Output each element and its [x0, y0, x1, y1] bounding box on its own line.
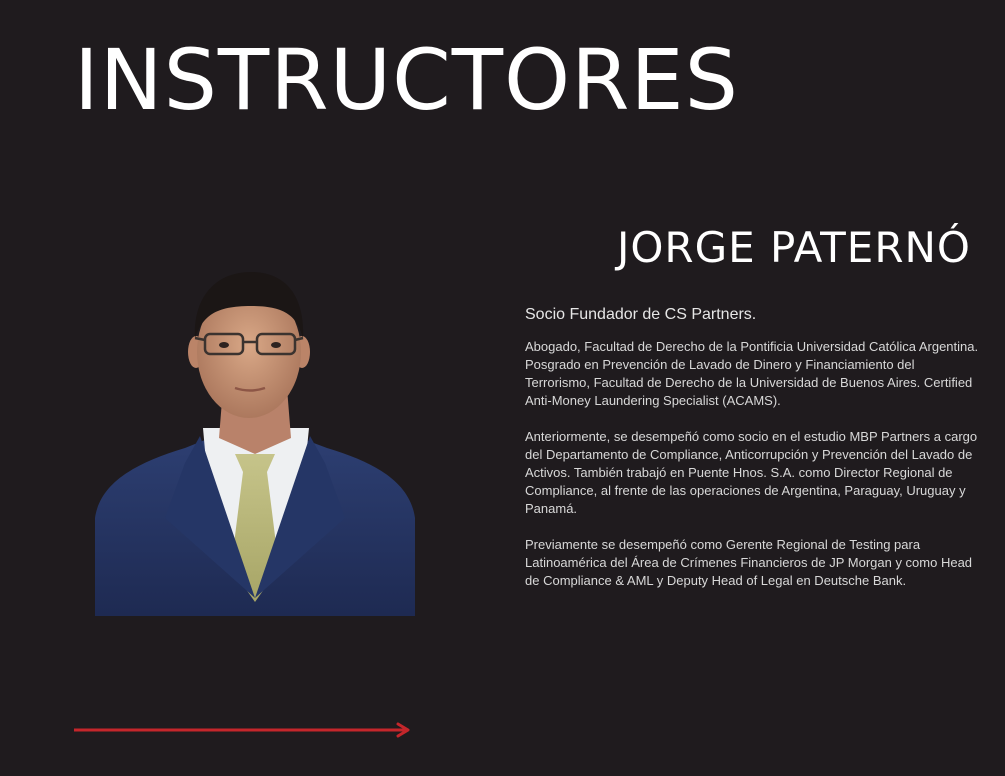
bio-paragraph: Previamente se desempeñó como Gerente Regional de Testing para Latinoamérica del Área de Crímenes Financieros de JP Morgan y como Head de Compliance & AML y Deputy Head of Legal en Deutsche Bank.: [525, 537, 973, 588]
bio-paragraph: Abogado, Facultad de Derecho de la Pontificia Universidad Católica Argentina. Posgrado en Prevención de Lavado de Dinero y Financiamiento del Terrorismo, Facultad de Derecho de la Universidad de Buenos Aires. Certified Anti-Money Laundering Specialist (ACAMS).: [525, 339, 979, 408]
arrow-right-icon[interactable]: [74, 722, 414, 738]
instructor-name: JORGE PATERNÓ: [616, 223, 971, 272]
instructor-photo: [95, 268, 415, 616]
instructor-bio: [525, 304, 980, 608]
bio-paragraph: Anteriormente, se desempeñó como socio en el estudio MBP Partners a cargo del Departamento de Compliance, Anticorrupción y Prevención del Lavado de Activos. También trabajó en Puente Hnos. S.A. como Director Regional de Compliance, al frente de las operaciones de Argentina, Paraguay, Uruguay y Panamá.: [525, 429, 978, 516]
page-title: INSTRUCTORES: [74, 31, 739, 129]
instructor-role: Socio Fundador de CS Partners.: [525, 306, 757, 323]
